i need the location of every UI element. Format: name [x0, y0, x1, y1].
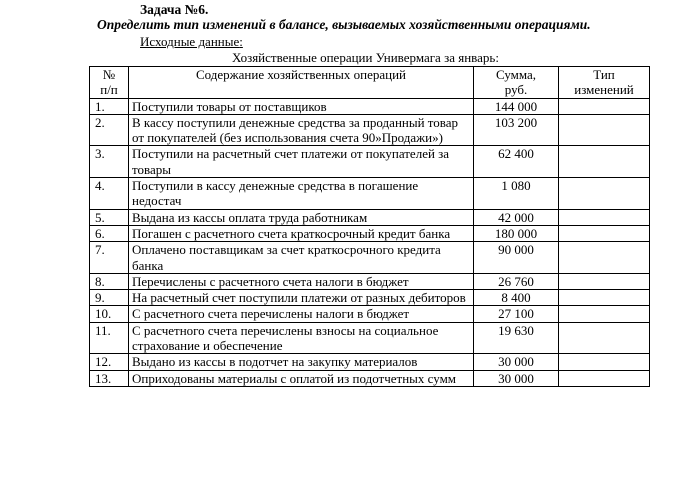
row-number: 8.	[90, 273, 129, 289]
header-content: Содержание хозяйственных операций	[129, 67, 474, 99]
header-type	[559, 67, 650, 99]
operation-amount: 103 200	[474, 114, 559, 146]
header-num	[90, 67, 129, 99]
change-type-cell	[559, 306, 650, 322]
operation-description: Оплачено поставщикам за счет краткосрочного кредита банка	[129, 242, 474, 274]
row-number: 5.	[90, 209, 129, 225]
table-row	[90, 242, 650, 274]
operation-description: На расчетный счет поступили платежи от разных дебиторов	[129, 290, 474, 306]
row-number: 3.	[90, 146, 129, 178]
header-amount-line2: руб.	[504, 82, 528, 98]
row-number: 2.	[90, 114, 129, 146]
table-row	[90, 146, 650, 178]
operation-amount: 8 400	[474, 290, 559, 306]
operation-description: Погашен с расчетного счета краткосрочный кредит банка	[129, 225, 474, 241]
row-number: 7.	[90, 242, 129, 274]
change-type-cell	[559, 209, 650, 225]
change-type-cell	[559, 146, 650, 178]
change-type-cell	[559, 354, 650, 370]
operation-description: Перечислены с расчетного счета налоги в бюджет	[129, 273, 474, 289]
header-amount-line1: Сумма,	[495, 67, 537, 82]
table-row	[90, 322, 650, 354]
operation-description: Поступили в кассу денежные средства в погашение недостач	[129, 178, 474, 210]
operation-description: В кассу поступили денежные средства за проданный товар от покупателей (без использования счета 90»Продажи»)	[129, 114, 474, 146]
operation-description: Поступили на расчетный счет платежи от покупателей за товары	[129, 146, 474, 178]
operation-amount: 27 100	[474, 306, 559, 322]
table-row	[90, 225, 650, 241]
change-type-cell	[559, 322, 650, 354]
row-number: 13.	[90, 370, 129, 386]
row-number: 9.	[90, 290, 129, 306]
row-number: 10.	[90, 306, 129, 322]
operation-amount: 90 000	[474, 242, 559, 274]
operation-description: Выдана из кассы оплата труда работникам	[129, 209, 474, 225]
row-number: 12.	[90, 354, 129, 370]
source-data-text: Исходные данные	[140, 34, 240, 49]
table-row	[90, 273, 650, 289]
table-caption: Хозяйственные операции Универмага за январь:	[232, 50, 499, 65]
row-number: 11.	[90, 322, 129, 354]
change-type-cell	[559, 290, 650, 306]
header-type-line2: изменений	[574, 82, 634, 98]
header-num-line2: п/п	[100, 82, 118, 98]
operation-amount: 62 400	[474, 146, 559, 178]
change-type-cell	[559, 273, 650, 289]
source-data-colon: :	[239, 34, 243, 49]
change-type-cell	[559, 98, 650, 114]
change-type-cell	[559, 242, 650, 274]
table-row	[90, 209, 650, 225]
header-type-line1: Тип	[593, 67, 615, 82]
operation-amount: 30 000	[474, 370, 559, 386]
header-num-line1: №	[102, 67, 116, 82]
operation-description: С расчетного счета перечислены взносы на социальное страхование и обеспечение	[129, 322, 474, 354]
change-type-cell	[559, 114, 650, 146]
source-data-label	[140, 34, 243, 50]
operation-description: Выдано из кассы в подотчет на закупку материалов	[129, 354, 474, 370]
row-number: 4.	[90, 178, 129, 210]
change-type-cell	[559, 370, 650, 386]
row-number: 6.	[90, 225, 129, 241]
operations-table	[89, 66, 650, 387]
change-type-cell	[559, 178, 650, 210]
operation-amount: 19 630	[474, 322, 559, 354]
table-row	[90, 290, 650, 306]
change-type-cell	[559, 225, 650, 241]
operation-description: Оприходованы материалы с оплатой из подотчетных сумм	[129, 370, 474, 386]
table-row	[90, 370, 650, 386]
table-row	[90, 306, 650, 322]
table-header-row	[90, 67, 650, 99]
row-number: 1.	[90, 98, 129, 114]
table-row	[90, 114, 650, 146]
operation-description: С расчетного счета перечислены налоги в бюджет	[129, 306, 474, 322]
operation-amount: 180 000	[474, 225, 559, 241]
table-row	[90, 354, 650, 370]
task-title: Задача №6.	[140, 2, 209, 17]
operation-amount: 144 000	[474, 98, 559, 114]
operation-amount: 26 760	[474, 273, 559, 289]
operation-amount: 42 000	[474, 209, 559, 225]
operation-amount: 30 000	[474, 354, 559, 370]
operation-amount: 1 080	[474, 178, 559, 210]
table-row	[90, 178, 650, 210]
operation-description: Поступили товары от поставщиков	[129, 98, 474, 114]
header-amount	[474, 67, 559, 99]
table-row	[90, 98, 650, 114]
task-instruction: Определить тип изменений в балансе, вызываемых хозяйственными операциями.	[97, 17, 591, 32]
